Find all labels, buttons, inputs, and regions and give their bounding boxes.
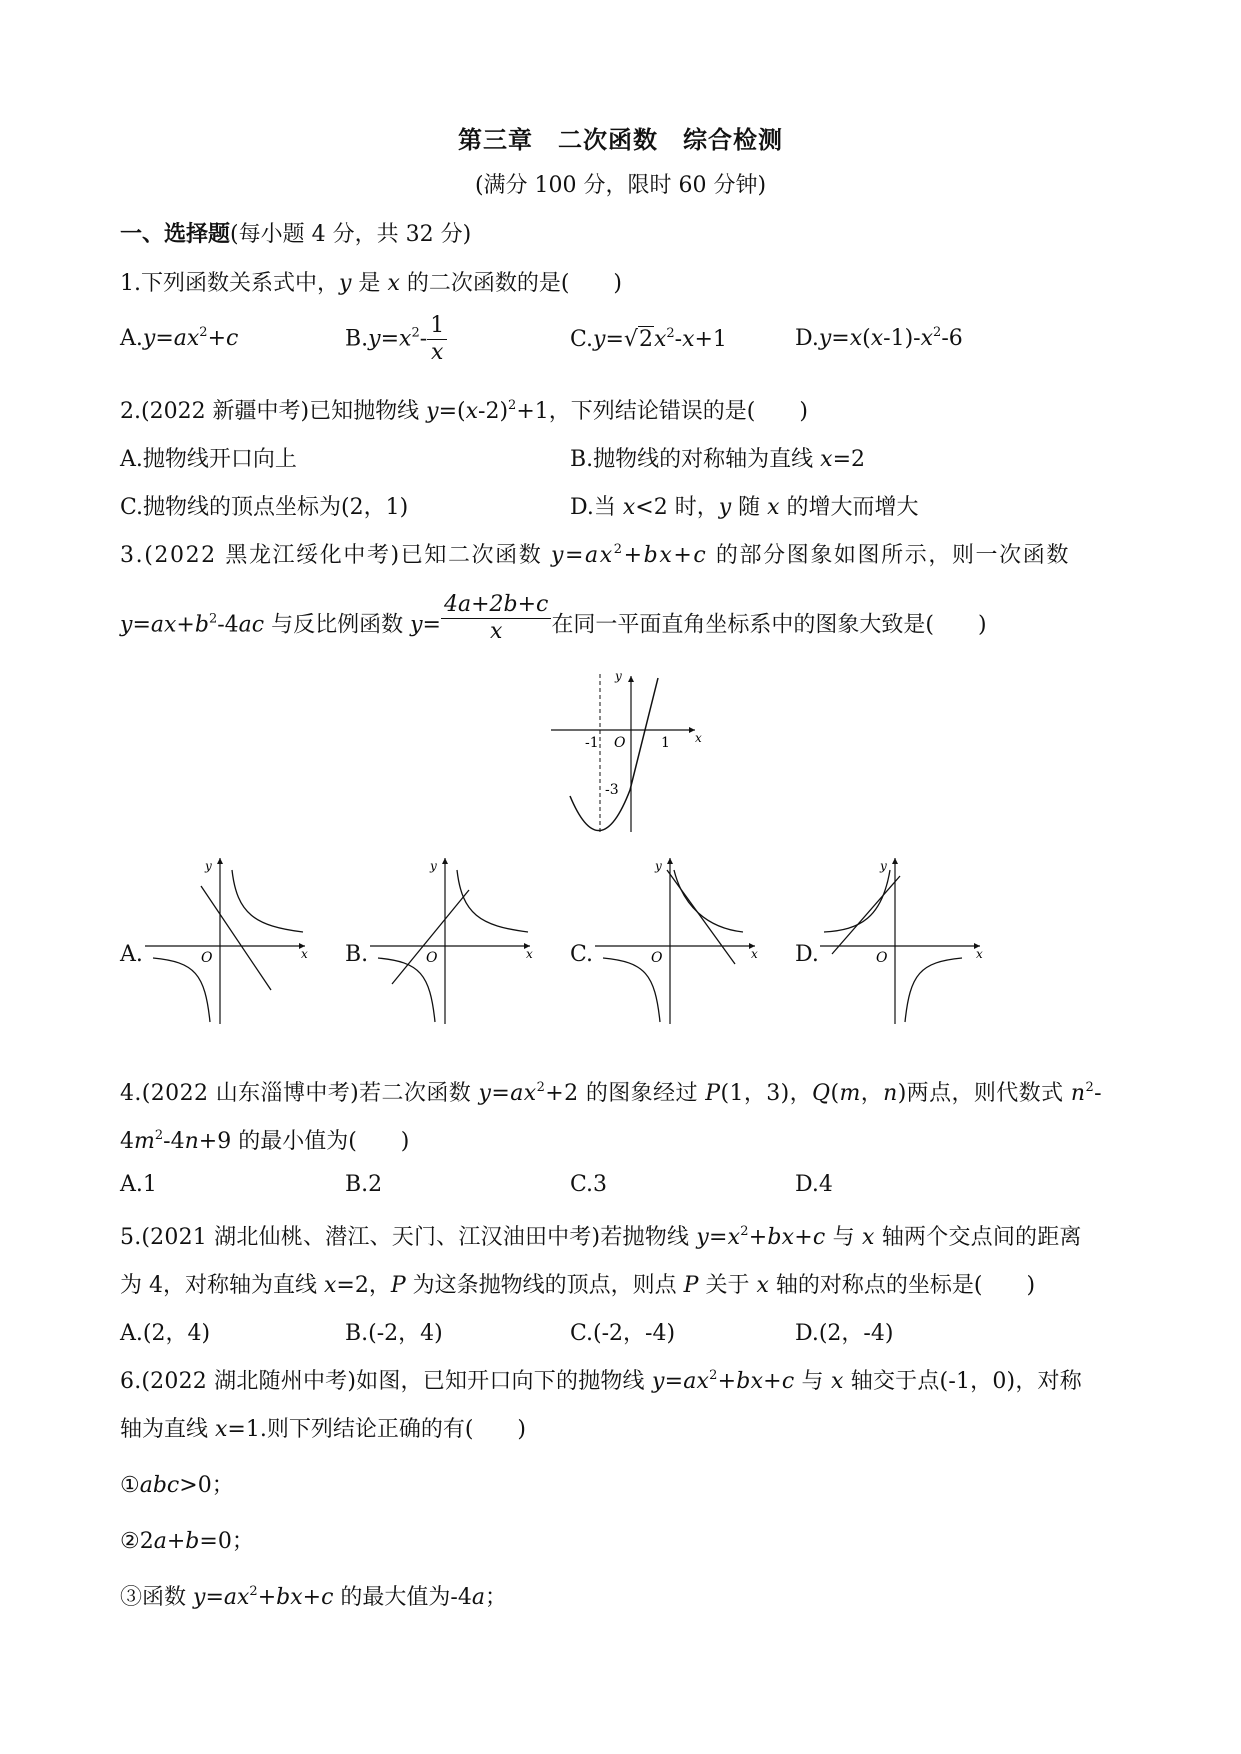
question-6-stem-line1: 6.(2022 湖北随州中考)如图，已知开口向下的抛物线 $y=ax^2+bx+c$ 与 x 轴交于点(-1，0)，对称	[120, 1368, 1082, 1394]
q5-option-b: B.(-2，4)	[345, 1321, 443, 1346]
q6-item-1: ①abc>0；	[120, 1473, 234, 1498]
q3-fig-y-label: y	[615, 669, 622, 683]
q3-parabola-figure	[545, 668, 705, 838]
svg-text:x: x	[976, 947, 983, 961]
q3-fig-one-label: 1	[661, 735, 670, 751]
question-5-stem-line1: 5.(2021 湖北仙桃、潜江、天门、江汉油田中考)若抛物线 $y=x^2+bx+c$ 与 x 轴两个交点间的距离	[120, 1224, 1082, 1250]
q3-option-d-graph	[820, 854, 990, 1026]
q2-option-c: C.抛物线的顶点坐标为(2，1)	[120, 495, 409, 520]
q2-option-b: B.抛物线的对称轴为直线 x=2	[570, 447, 866, 472]
section-heading	[120, 217, 471, 248]
q1-option-b: $B.y=x^2-$ $\frac{1}{x}$	[345, 313, 447, 366]
question-5-stem-line2: 为 4，对称轴为直线 x=2，P 为这条抛物线的顶点，则点 P 关于 x 轴的对称点的坐标是( )	[120, 1273, 1036, 1298]
svg-text:y: y	[430, 859, 437, 873]
q3-fig-neg3-label: -3	[605, 782, 619, 798]
question-3-stem-line1: 3.(2022 黑龙江绥化中考)已知二次函数 $y=ax^2+bx+c$ 的部分图象如图所示，则一次函数	[120, 542, 1070, 568]
question-4-stem-line1: 4.(2022 山东淄博中考)若二次函数 $y=ax^2+2$ 的图象经过 P(1，3)，Q(m，n)两点，则代数式 $n^2-$	[120, 1080, 1102, 1106]
q1-option-a: $A.y=ax^2+c$	[120, 325, 239, 351]
q4-option-c: C.3	[570, 1172, 608, 1197]
q5-option-d: D.(2，-4)	[795, 1321, 894, 1346]
q3-fig-neg1-label: -1	[585, 735, 599, 751]
q3-option-a-graph	[145, 854, 315, 1026]
svg-text:y: y	[205, 859, 212, 873]
q2-option-d: D.当 x<2 时，y 随 x 的增大而增大	[570, 495, 919, 520]
svg-text:y: y	[655, 859, 662, 873]
q1-option-c: $C.y=√2x^2-x+1$	[570, 326, 727, 352]
question-3-stem-line2: $y=ax+b^2-4ac$ 与反比例函数 y= $\frac{4a+2b+c}{x}$ 在同一平面直角坐标系中的图象大致是( )	[120, 592, 987, 644]
q3-option-b-graph	[370, 854, 540, 1026]
section-heading-note: (每小题 4 分，共 32 分)	[230, 222, 472, 247]
q4-option-d: D.4	[795, 1172, 833, 1197]
section-heading-label: 一、选择题	[120, 222, 231, 247]
q3-option-a-label: A.	[120, 942, 143, 967]
q5-option-c: C.(-2，-4)	[570, 1321, 676, 1346]
svg-text:O: O	[201, 950, 213, 966]
question-4-stem-line2: $4m^2-4n+9$ 的最小值为( )	[120, 1128, 410, 1154]
svg-text:O: O	[426, 950, 438, 966]
q3-fig-x-label: x	[695, 731, 702, 745]
svg-text:x: x	[751, 947, 758, 961]
q3-option-d-label: D.	[795, 942, 819, 967]
question-1-stem: 1.下列函数关系式中，y 是 x 的二次函数的是( )	[120, 271, 623, 296]
q3-option-c-label: C.	[570, 942, 594, 967]
question-2-stem: 2.(2022 新疆中考)已知抛物线 $y=(x-2)^2+1$，下列结论错误的是( )	[120, 398, 808, 424]
q6-item-3: ③函数 $y=ax^2+bx+c$ 的最大值为-4a；	[120, 1584, 507, 1610]
page-subtitle: (满分 100 分，限时 60 分钟)	[474, 173, 767, 198]
q4-option-b: B.2	[345, 1172, 383, 1197]
svg-text:x: x	[526, 947, 533, 961]
q5-option-a: A.(2，4)	[120, 1321, 211, 1346]
question-6-stem-line2: 轴为直线 x=1.则下列结论正确的有( )	[120, 1417, 527, 1442]
q3-fig-origin-label: O	[614, 735, 626, 751]
q3-option-c-graph	[595, 854, 765, 1026]
q3-option-b-label: B.	[345, 942, 369, 967]
svg-text:x: x	[301, 947, 308, 961]
q1-option-d: $D.y=x(x-1)-x^2-6$	[795, 325, 963, 351]
q2-option-a: A.抛物线开口向上	[120, 447, 297, 472]
svg-text:O: O	[651, 950, 663, 966]
q6-item-2: ②2a+b=0；	[120, 1529, 254, 1554]
svg-text:y: y	[880, 859, 887, 873]
svg-text:O: O	[876, 950, 888, 966]
q4-option-a: A.1	[120, 1172, 157, 1197]
page-title: 第三章 二次函数 综合检测	[458, 126, 783, 154]
